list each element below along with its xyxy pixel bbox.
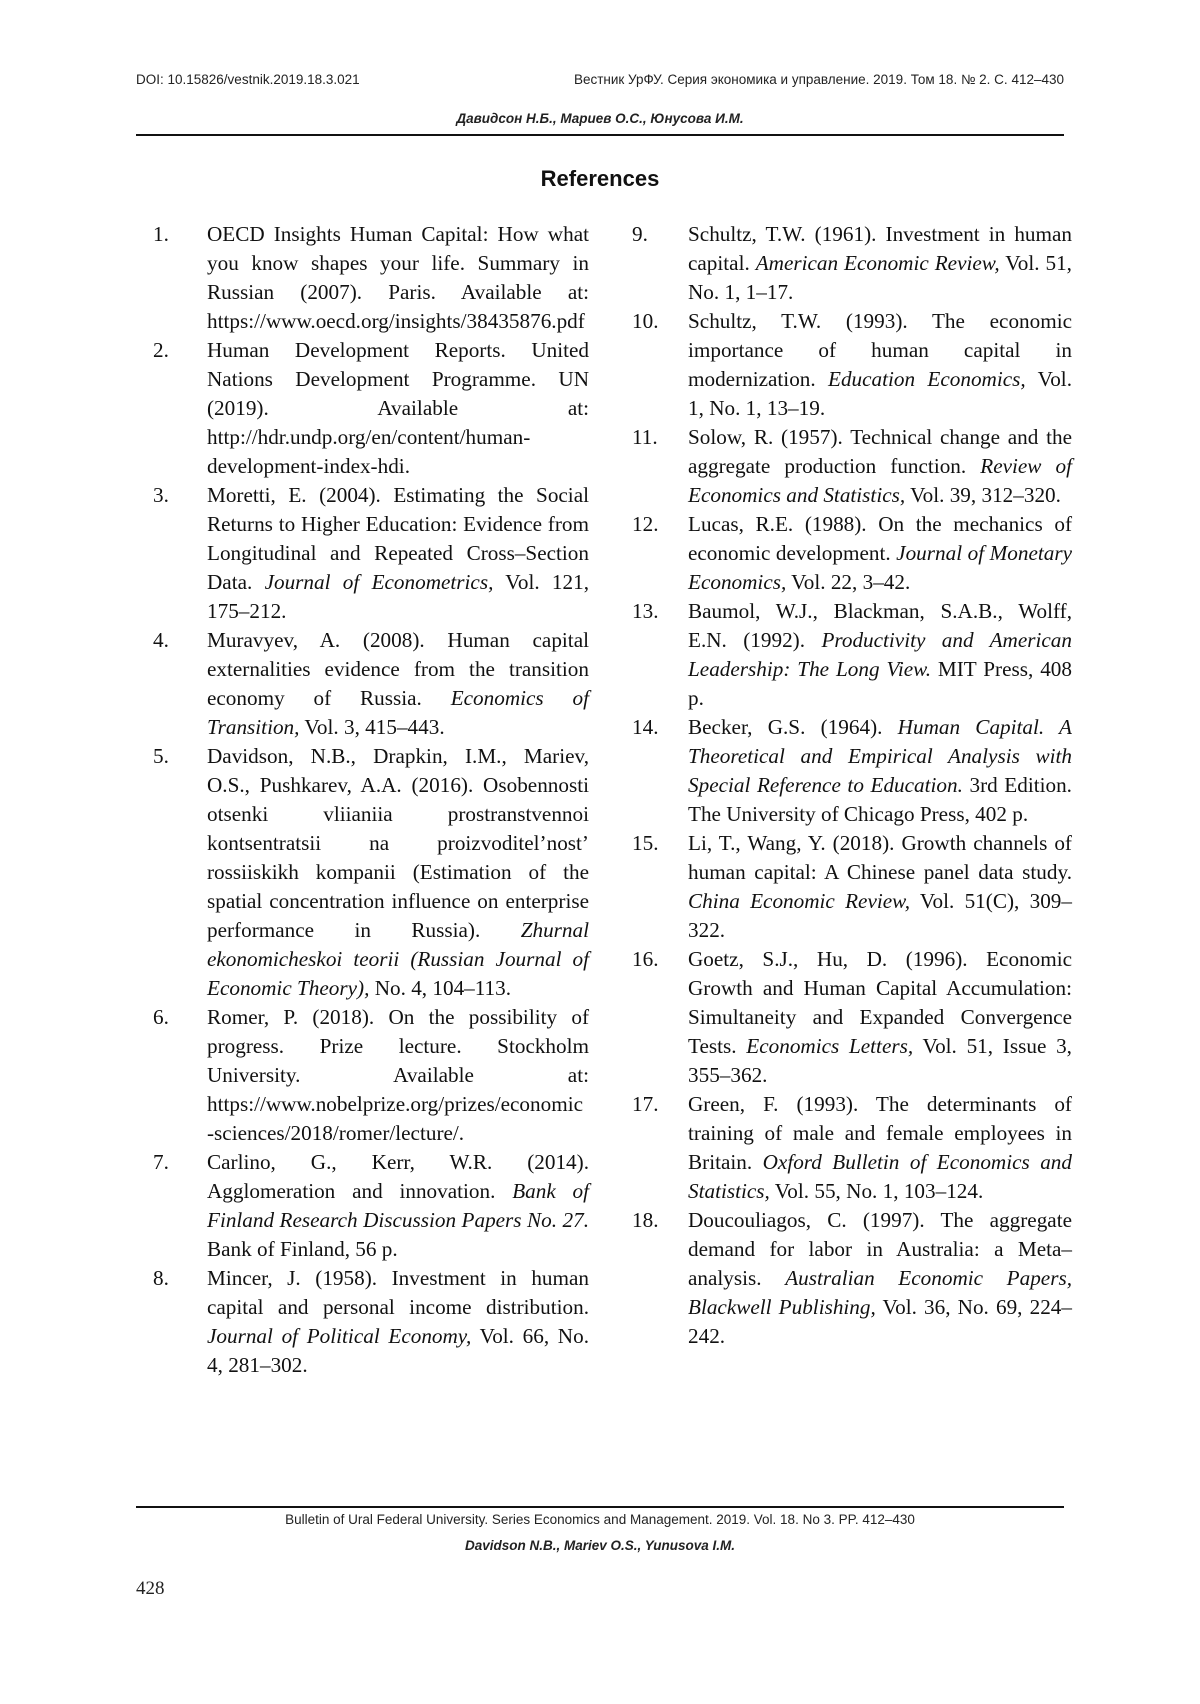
page-number: 428 — [136, 1578, 165, 1599]
footer-authors: Davidson N.B., Mariev O.S., Yunusova I.M. — [464, 1538, 736, 1553]
section-title: References — [540, 166, 660, 191]
reference-text — [688, 423, 1072, 510]
reference-text-segment: Schultz, T.W. (1993). The economic importance of human capital in modernization. — [688, 309, 1072, 391]
reference-text-segment: Vol. 36, No. 69, 224–242. — [688, 1295, 1072, 1348]
header-rule — [136, 134, 1064, 136]
footer-journal: Bulletin of Ural Federal University. Series Economics and Management. 2019. Vol. 18. No 3. PP. 412–430 — [285, 1512, 915, 1527]
reference-source-title: Journal of Political Economy, — [207, 1324, 472, 1348]
reference-number: 9. — [632, 222, 648, 246]
reference-item — [632, 829, 1072, 945]
reference-item — [632, 1206, 1072, 1351]
reference-number: 1. — [153, 222, 169, 246]
reference-number: 3. — [153, 483, 169, 507]
reference-item — [632, 597, 1072, 713]
reference-source-title: Education Economics, — [828, 367, 1026, 391]
reference-text-segment: Schultz, T.W. (1961). Investment in human capital. — [688, 222, 1072, 275]
reference-text-segment: Vol. 51(C), 309–322. — [688, 889, 1072, 942]
reference-number: 8. — [153, 1266, 169, 1290]
reference-number: 17. — [632, 1092, 659, 1116]
reference-item — [153, 1148, 589, 1264]
reference-number: 12. — [632, 512, 659, 536]
reference-text-segment: Vol. 3, 415–443. — [299, 715, 445, 739]
reference-text — [207, 626, 589, 742]
reference-text — [207, 1148, 589, 1264]
reference-source-title: Zhurnal ekonomicheskoi teorii (Russian Journal of Economic Theory), — [207, 918, 589, 1000]
reference-item — [153, 336, 589, 481]
reference-text-segment: Romer, P. (2018). On the possibility of progress. Prize lecture. Stockholm University. Available at: https://www.nobelprize.org/prizes/economic-sciences/2018/romer/lecture/. — [207, 1005, 589, 1145]
reference-item — [632, 307, 1072, 423]
reference-number: 16. — [632, 947, 659, 971]
reference-text-segment: No. 4, 104–113. — [369, 976, 512, 1000]
reference-text-segment: Li, T., Wang, Y. (2018). Growth channels of human capital: A Chinese panel data study. — [688, 831, 1072, 884]
reference-item — [153, 1264, 589, 1380]
references-left-column — [153, 220, 589, 1380]
doi-header: DOI: 10.15826/vestnik.2019.18.3.021 — [136, 72, 360, 87]
reference-text-segment: 3rd Edition. The University of Chicago Press, 402 p. — [688, 773, 1072, 826]
reference-text-segment: Vol. 121, 175–212. — [207, 570, 589, 623]
reference-text-segment: Solow, R. (1957). Technical change and the aggregate production function. — [688, 425, 1072, 478]
reference-item — [632, 713, 1072, 829]
reference-source-title: Journal of Monetary Economics, — [688, 541, 1073, 594]
reference-text-segment: Vol. 39, 312–320. — [905, 483, 1061, 507]
reference-text — [688, 713, 1072, 829]
reference-text-segment: Moretti, E. (2004). Estimating the Social Returns to Higher Education: Evidence from Longitudinal and Repeated Cross–Section Data. — [207, 483, 589, 594]
reference-item — [632, 510, 1072, 597]
reference-text — [688, 510, 1072, 597]
reference-text — [688, 1206, 1072, 1351]
reference-number: 5. — [153, 744, 169, 768]
reference-text-segment: Lucas, R.E. (1988). On the mechanics of economic development. — [688, 512, 1072, 565]
references-right-column — [632, 220, 1072, 1351]
reference-source-title: Bank of Finland Research Discussion Papers No. 27. — [207, 1179, 589, 1232]
reference-text — [688, 307, 1072, 423]
reference-text-segment: Becker, G.S. (1964). — [688, 715, 898, 739]
reference-item — [153, 220, 589, 336]
reference-text — [207, 481, 589, 626]
reference-text — [207, 1003, 589, 1148]
reference-text-segment: Vol. 1, No. 1, 13–19. — [688, 367, 1072, 420]
reference-text-segment: Vol. 66, No. 4, 281–302. — [207, 1324, 589, 1377]
reference-source-title: Review of Economics and Statistics, — [688, 454, 1072, 507]
reference-text — [207, 742, 589, 1003]
reference-number: 14. — [632, 715, 659, 739]
reference-text-segment: Bank of Finland, 56 p. — [207, 1237, 398, 1261]
reference-number: 6. — [153, 1005, 169, 1029]
reference-source-title: Productivity and American Leadership: The Long View. — [688, 628, 1072, 681]
reference-number: 10. — [632, 309, 659, 333]
reference-text-segment: Mincer, J. (1958). Investment in human capital and personal income distribution. — [207, 1266, 589, 1319]
reference-text — [688, 945, 1072, 1090]
reference-text-segment: Baumol, W.J., Blackman, S.A.B., Wolff, E.N. (1992). — [688, 599, 1072, 652]
journal-header: Вестник УрФУ. Серия экономика и управление. 2019. Том 18. № 2. С. 412–430 — [573, 72, 1064, 87]
reference-text-segment: Muravyev, A. (2008). Human capital externalities evidence from the transition economy of Russia. — [207, 628, 589, 710]
reference-source-title: Journal of Econometrics, — [264, 570, 494, 594]
reference-number: 15. — [632, 831, 659, 855]
reference-text-segment: OECD Insights Human Capital: How what you know shapes your life. Summary in Russian (2007). Paris. Available at: https://www.oecd.org/insights/38435876.pdf — [207, 222, 589, 333]
reference-item — [153, 1003, 589, 1148]
reference-text-segment: Vol. 51, Issue 3, 355–362. — [688, 1034, 1072, 1087]
footer-rule — [136, 1506, 1064, 1508]
reference-text-segment: Doucouliagos, C. (1997). The aggregate demand for labor in Australia: a Meta–analysis. — [688, 1208, 1072, 1290]
reference-text-segment: Carlino, G., Kerr, W.R. (2014). Agglomeration and innovation. — [207, 1150, 589, 1203]
reference-text — [207, 336, 589, 481]
reference-text-segment: Davidson, N.B., Drapkin, I.M., Mariev, O.S., Pushkarev, A.A. (2016). Osobennosti otsenki vliianiia prostranstvennoi kontsentratsii na proizvoditel’nost’ rossiiskikh kompanii (Estimation of the spatial concentration influence on enterprise performance in Russia). — [207, 744, 589, 942]
reference-number: 2. — [153, 338, 169, 362]
reference-source-title: Economics Letters, — [746, 1034, 914, 1058]
reference-text — [207, 1264, 589, 1380]
reference-item — [153, 626, 589, 742]
reference-text — [688, 597, 1072, 713]
reference-source-title: American Economic Review, — [755, 251, 1000, 275]
reference-text — [688, 220, 1072, 307]
reference-text-segment: Vol. 51, No. 1, 1–17. — [688, 251, 1072, 304]
reference-source-title: China Economic Review, — [688, 889, 911, 913]
reference-text — [207, 220, 589, 336]
reference-item — [153, 481, 589, 626]
reference-text — [688, 829, 1072, 945]
reference-item — [632, 423, 1072, 510]
reference-text-segment: Human Development Reports. United Nations Development Programme. UN (2019). Available at: http://hdr.undp.org/en/content/human-development-index-hdi. — [207, 338, 589, 478]
reference-item — [632, 1090, 1072, 1206]
reference-item — [632, 220, 1072, 307]
reference-number: 4. — [153, 628, 169, 652]
reference-source-title: Human Capital. A Theoretical and Empirical Analysis with Special Reference to Education. — [688, 715, 1072, 797]
reference-item — [632, 945, 1072, 1090]
reference-source-title: Australian Economic Papers, Blackwell Publishing, — [688, 1266, 1072, 1319]
reference-source-title: Oxford Bulletin of Economics and Statistics, — [688, 1150, 1072, 1203]
reference-text-segment: Vol. 22, 3–42. — [786, 570, 911, 594]
reference-number: 11. — [632, 425, 658, 449]
authors-header: Давидсон Н.Б., Мариев О.С., Юнусова И.М. — [456, 111, 744, 126]
reference-text-segment: Goetz, S.J., Hu, D. (1996). Economic Growth and Human Capital Accumulation: Simultaneity and Expanded Convergence Tests. — [688, 947, 1072, 1058]
reference-number: 7. — [153, 1150, 169, 1174]
reference-source-title: Economics of Transition, — [207, 686, 589, 739]
reference-item — [153, 742, 589, 1003]
reference-text-segment: Green, F. (1993). The determinants of training of male and female employees in Britain. — [688, 1092, 1072, 1174]
reference-number: 13. — [632, 599, 659, 623]
reference-text-segment: MIT Press, 408 p. — [688, 657, 1072, 710]
reference-text — [688, 1090, 1072, 1206]
reference-number: 18. — [632, 1208, 659, 1232]
reference-text-segment: Vol. 55, No. 1, 103–124. — [769, 1179, 984, 1203]
